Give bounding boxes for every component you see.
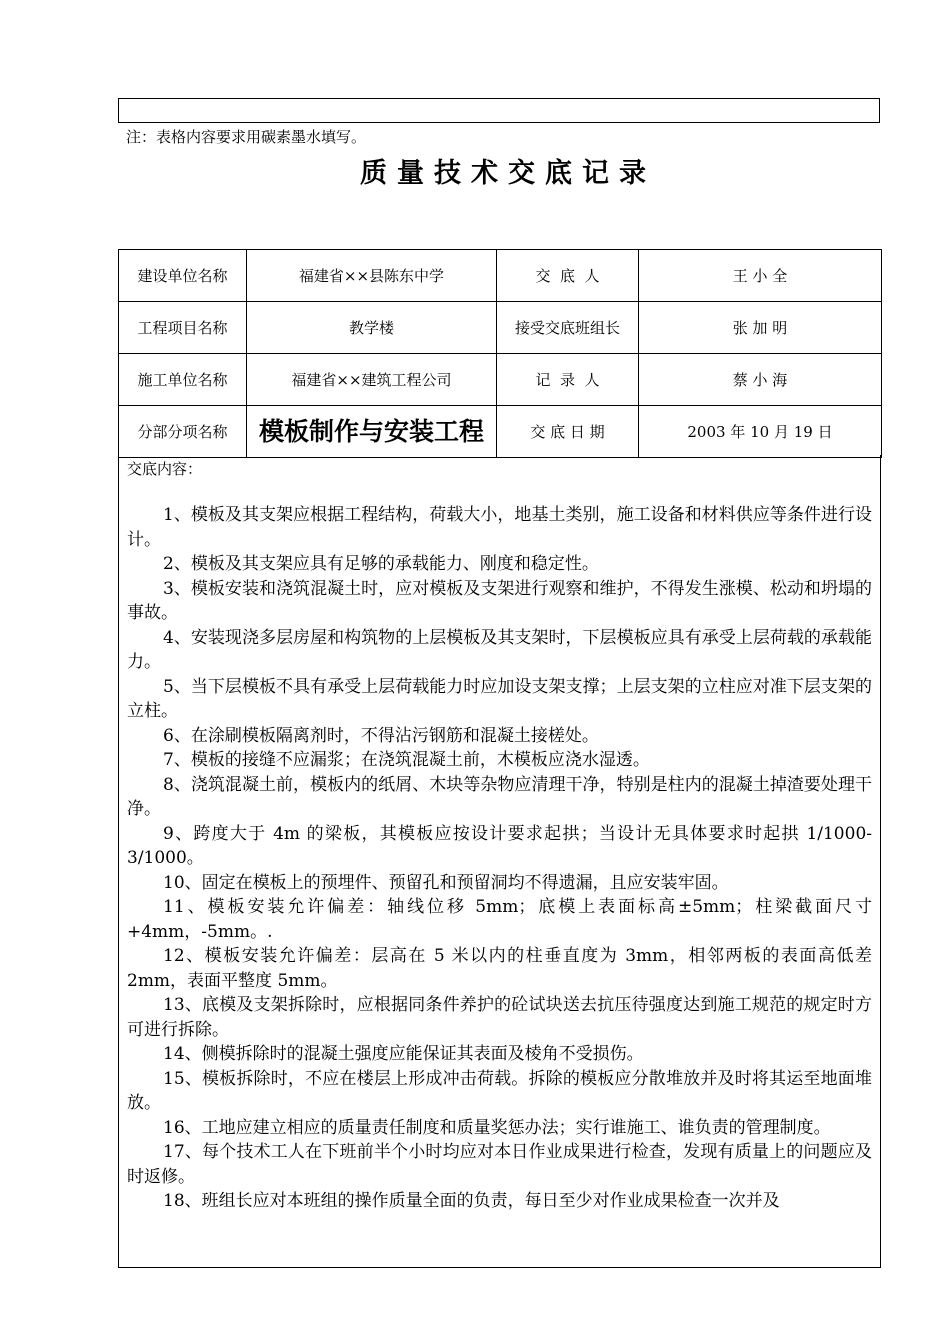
field-value: 模板制作与安装工程 xyxy=(247,406,497,458)
list-item: 17、每个技术工人在下班前半个小时均应对本日作业成果进行检查，发现有质量上的问题应及时返修。 xyxy=(127,1142,872,1187)
disclosure-content-box xyxy=(118,455,881,1268)
field-value: 福建省××建筑工程公司 xyxy=(247,354,497,406)
field-value: 福建省××县陈东中学 xyxy=(247,250,497,302)
field-label: 工程项目名称 xyxy=(119,302,247,354)
top-table-remnant xyxy=(118,98,880,123)
list-item: 6、在涂刷模板隔离剂时，不得沾污钢筋和混凝土接槎处。 xyxy=(163,725,599,746)
list-item: 4、安装现浇多层房屋和构筑物的上层模板及其支架时，下层模板应具有承受上层荷载的承载能力。 xyxy=(127,627,872,672)
info-table xyxy=(118,249,882,458)
field-label: 交 底 日 期 xyxy=(497,406,639,458)
list-item: 14、侧模拆除时的混凝土强度应能保证其表面及棱角不受损伤。 xyxy=(163,1044,644,1064)
list-item: 7、模板的接缝不应漏浆；在浇筑混凝土前，木模板应浇水湿透。 xyxy=(163,750,650,770)
list-item: 15、模板拆除时，不应在楼层上形成冲击荷载。拆除的模板应分散堆放并及时将其运至地面堆放。 xyxy=(127,1068,872,1113)
field-value: 2003 年 10 月 19 日 xyxy=(639,406,882,458)
list-item: 13、底模及支架拆除时，应根据同条件养护的砼试块送去抗压待强度达到施工规范的规定时方可进行拆除。 xyxy=(127,995,872,1040)
list-item: 10、固定在模板上的预埋件、预留孔和预留洞均不得遗漏，且应安装牢固。 xyxy=(163,872,729,893)
field-label: 交 底 人 xyxy=(497,250,639,302)
table-row xyxy=(119,406,882,458)
content-label: 交底内容： xyxy=(127,460,203,478)
content-items xyxy=(127,503,872,1214)
list-item: 1、模板及其支架应根据工程结构，荷载大小，地基土类别，施工设备和材料供应等条件进行设计。 xyxy=(127,505,872,550)
list-item: 11、模板安装允许偏差：轴线位移 5mm；底模上表面标高±5mm；柱梁截面尺寸+4mm，-5mm。. xyxy=(127,897,872,942)
field-label: 分部分项名称 xyxy=(119,406,247,458)
field-value: 教学楼 xyxy=(247,302,497,354)
field-value: 蔡 小 海 xyxy=(639,354,882,406)
list-item: 2、模板及其支架应具有足够的承载能力、刚度和稳定性。 xyxy=(163,554,599,574)
list-item: 18、班组长应对本班组的操作质量全面的负责，每日至少对作业成果检查一次并及 xyxy=(163,1191,780,1211)
field-value: 王 小 全 xyxy=(639,250,882,302)
table-row xyxy=(119,354,882,406)
list-item: 5、当下层模板不具有承受上层荷载能力时应加设支架支撑；上层支架的立柱应对准下层支架的立柱。 xyxy=(127,676,872,721)
field-label: 施工单位名称 xyxy=(119,354,247,406)
field-label: 建设单位名称 xyxy=(119,250,247,302)
field-value: 张 加 明 xyxy=(639,302,882,354)
table-row xyxy=(119,250,882,302)
field-label: 接受交底班组长 xyxy=(497,302,639,354)
list-item: 9、跨度大于 4m 的梁板，其模板应按设计要求起拱；当设计无具体要求时起拱 1/1000-3/1000。 xyxy=(127,823,872,868)
list-item: 3、模板安装和浇筑混凝土时，应对模板及支架进行观察和维护，不得发生涨模、松动和坍塌的事故。 xyxy=(127,578,872,623)
list-item: 16、工地应建立相应的质量责任制度和质量奖惩办法；实行谁施工、谁负责的管理制度。 xyxy=(163,1117,831,1138)
page-title: 质量技术交底记录 xyxy=(360,158,656,189)
list-item: 8、浇筑混凝土前，模板内的纸屑、木块等杂物应清理干净，特别是柱内的混凝土掉渣要处理干净。 xyxy=(127,774,872,819)
ink-note: 注：表格内容要求用碳素墨水填写。 xyxy=(126,128,367,146)
list-item: 12、模板安装允许偏差：层高在 5 米以内的柱垂直度为 3mm，相邻两板的表面高低差 2mm，表面平整度 5mm。 xyxy=(127,946,872,991)
field-label: 记 录 人 xyxy=(497,354,639,406)
table-row xyxy=(119,302,882,354)
